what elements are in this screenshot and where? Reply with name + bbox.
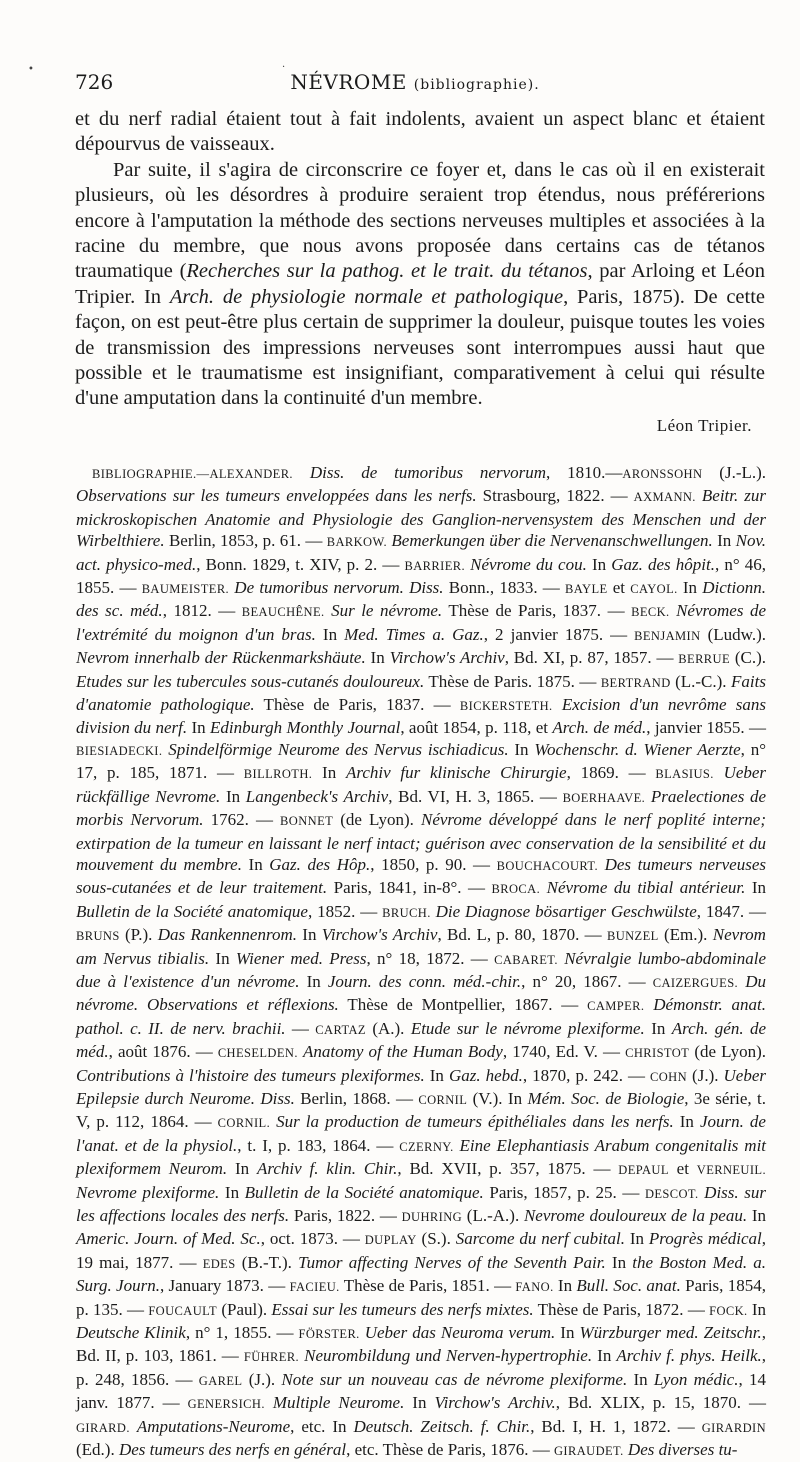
citation-title: Gaz. des hôpit. [611, 554, 715, 574]
citation-title: Archiv f. klin. Chir. [256, 1159, 398, 1179]
citation-title: Sur la production de tumeurs épithéliales dans les nerfs. [276, 1112, 674, 1132]
citation-text: 1762. — [203, 810, 281, 830]
citation-text: , 1852. — [307, 901, 383, 921]
citation-text [644, 995, 653, 1014]
author-name: FÖRSTER. [298, 1327, 360, 1342]
citation-title: Ueber das Neuroma verum. [364, 1323, 556, 1343]
bibliography-section [76, 462, 766, 1462]
citation-title: Nov. act. physico-med. [76, 531, 766, 574]
citation-title: Nevrom innerhalb der Rückenmarkshäute. [76, 648, 366, 668]
citation-text: (P.). [119, 925, 158, 945]
citation-text: (V.). In [467, 1088, 528, 1108]
citation-text: , p. 248, 1856. — [76, 1346, 766, 1389]
citation-text [130, 1417, 137, 1436]
citation-title: Edinburgh Monthly Journal [210, 718, 401, 738]
citation-title: Progrès médical [648, 1229, 762, 1249]
author-name: DESCOT. [644, 1186, 699, 1201]
citation-title: Bull. Soc. anat. [576, 1276, 681, 1296]
citation-text: , etc. Thèse de Paris, 1876. — [346, 1440, 554, 1460]
citation-text: In [592, 1346, 617, 1366]
author-name: BLASIUS. [655, 767, 714, 782]
citation-text [598, 855, 605, 874]
author-name: FACIEU. [289, 1280, 340, 1295]
citation-text: In [673, 1112, 700, 1132]
citation-text: et [668, 1159, 697, 1179]
citation-title: Névrome développé dans le nerf poplité interne; extirpation de la tumeur en laissant le nerf intact; guérison avec conservation de la sensibilité et du mouvement du membre. [76, 810, 766, 874]
citation-text: , oct. 1873. — [260, 1229, 365, 1249]
citation-text: , etc. In [290, 1416, 354, 1436]
citation-text: Thèse de Paris, 1872. — [533, 1299, 710, 1319]
citation-text: , 2 janvier 1875. — [483, 624, 635, 644]
citation-text: , Bd. XVII, p. 357, 1875. — [397, 1159, 619, 1179]
citation-title: Beitr. zur mickroskopischen Anatomie and Physiologie des Ganglion-nervensystem des Menschen und der Wirbelthiere. [76, 486, 767, 551]
citation-title: Tumor affecting Nerves of the Seventh Pair. [298, 1252, 606, 1272]
citation-title: Essai sur les tumeurs des nerfs mixtes. [271, 1299, 534, 1319]
citation-text: In [747, 1299, 766, 1319]
author-name: BIESIADECKI. [76, 743, 163, 758]
citation-title: Bemerkungen über die Nervenanschwellungen. [391, 531, 713, 551]
citation-title: Diss. sur les affections locales des nerfs. [76, 1182, 766, 1225]
citation-text: Berlin, 1853, p. 61. — [164, 531, 327, 551]
citation-text: et [607, 578, 631, 598]
citation-text: (de Lyon). [689, 1042, 766, 1062]
citation-text: , n° 17, p. 185, 1871. — [76, 739, 766, 783]
running-header [75, 70, 755, 104]
citation-title: Lyon médic. [653, 1369, 739, 1389]
author-name: FÜHRER. [243, 1350, 300, 1365]
citation-text: (Em.). [658, 925, 713, 945]
citation-text: In [219, 1182, 245, 1202]
citation-text: , n° 46, 1855. — [76, 554, 766, 598]
citation-text: Paris, 1822. — [289, 1206, 402, 1225]
citation-title: Faits d'anatomie pathologique. [76, 671, 766, 715]
author-name: BROCA. [491, 882, 541, 897]
citation-title: Note sur un nouveau cas de névrome plexiforme. [281, 1369, 628, 1389]
citation-text: In [677, 578, 703, 598]
citation-title: Journ. des conn. méd.-chir. [327, 971, 522, 991]
author-name: CORNIL. [217, 1116, 271, 1131]
citation-text: Thèse de Montpellier, 1867. — [338, 995, 588, 1015]
author-name: GIRARDIN [701, 1420, 767, 1435]
citation-text: , n° 1, 1855. — [185, 1323, 299, 1343]
citation-text: (Ludw.). [700, 624, 766, 644]
author-name: BILLROTH. [243, 767, 313, 782]
citation-text: In [627, 1369, 654, 1389]
author-signature: Léon Tripier. [656, 416, 752, 435]
citation-title: Névromes de l'extrémité du moignon d'un bras. [76, 601, 766, 644]
author-name: BUNZEL [606, 929, 659, 944]
running-title [75, 70, 755, 94]
citation-text: Thèse de Paris, 1851. — [339, 1276, 516, 1296]
citation-text: In [365, 648, 390, 668]
citation-text: , 1870, p. 242. — [522, 1065, 650, 1085]
citation-text: In [299, 971, 328, 991]
print-speck: • [28, 64, 34, 75]
citation-title: Du névrome. Observations et réflexions. [76, 971, 766, 1015]
author-name: EDES [202, 1256, 236, 1271]
citation-text: , 1850, p. 90. — [370, 854, 497, 874]
citation-text: Strasbourg, 1822. — [476, 486, 634, 506]
citation-text: , Bd. VI, H. 3, 1865. — [388, 786, 563, 806]
citation-text: , 1740, Ed. V. — [502, 1042, 626, 1062]
citation-title: Virchow's Archiv. [434, 1393, 556, 1413]
citation-text: In [553, 1276, 577, 1296]
author-name: DEPAUL [618, 1163, 669, 1178]
citation-title: Ueber Epilepsie durch Neurome. Diss. [76, 1065, 766, 1108]
citation-text: , août 1876. — [108, 1042, 218, 1062]
author-name: COHN [650, 1069, 688, 1084]
citation-text: (L.-C.). [670, 671, 732, 691]
citation-title: Sarcome du nerf cubital. [455, 1229, 625, 1249]
citation-text: , n° 20, 1867. — [521, 971, 653, 991]
citation-text: , 19 mai, 1877. — [76, 1229, 766, 1272]
citation-text [553, 695, 562, 714]
citation-text: , Bonn. 1829, t. XIV, p. 2. — [196, 554, 405, 574]
citation-title: Anatomy of the Human Body [302, 1042, 503, 1062]
citation-text: In [187, 718, 211, 738]
citation-text: In [747, 1206, 766, 1225]
citation-text [293, 463, 310, 482]
citation-text: In [404, 1393, 435, 1413]
citation-text: , January 1873. — [159, 1276, 290, 1296]
citation-text: In [644, 1018, 672, 1038]
author-name: BIBLIOGRAPHIE.—ALEXANDER. [92, 467, 293, 481]
citation-title: Würzburger med. Zeitschr. [579, 1323, 762, 1343]
citation-text: — [285, 1018, 316, 1038]
citation-text: (Paul). [217, 1299, 272, 1319]
paragraph-conclusion [75, 158, 765, 412]
citation-text: (Ed.). [76, 1440, 119, 1460]
author-name: CHRISTOT [625, 1046, 690, 1061]
citation-text [714, 763, 724, 782]
citation-title: Americ. Journ. of Med. Sc. [76, 1229, 261, 1249]
citation-text: Paris, 1854, p. 135. — [76, 1276, 766, 1319]
author-name: CZERNY. [399, 1139, 454, 1154]
running-title-main: NÉVROME [290, 70, 407, 94]
citation-title: Névrome du cou. [470, 554, 587, 574]
citation-text: , Bd. XI, p. 87, 1857. — [504, 648, 679, 668]
author-name: FOCK. [709, 1303, 748, 1318]
author-name: CAMPER. [587, 999, 645, 1014]
citation-title: Praelectiones de morbis Nervorum. [76, 786, 767, 830]
citation-title: Spindelförmige Neurome des Nervus ischiadicus. [168, 739, 509, 759]
citation-text: , 3e série, t. V, p. 112, 1864. — [76, 1088, 766, 1132]
citation-text: , 1812. — [162, 601, 242, 621]
citation-title: Des tumeurs des nerfs en général [118, 1440, 347, 1460]
author-name: CORNIL [418, 1092, 468, 1107]
citation-text: (A.). [365, 1018, 411, 1038]
citation-title: Bulletin de la Société anatomique [76, 901, 308, 921]
author-name: BERRUE [678, 652, 731, 667]
citation-title: Bulletin de la Société anatomique. [244, 1182, 484, 1202]
citation-text: In [209, 948, 236, 968]
citation-title: Excision d'un nevrôme sans division du nerf. [76, 695, 766, 738]
page-number: 726 [75, 70, 114, 94]
citation-title: Etudes sur les tubercules sous-cutanés douloureux. [76, 671, 425, 691]
author-name: BICKERSTETH. [459, 699, 553, 714]
citation-text: , t. I, p. 183, 1864. — [237, 1135, 400, 1155]
citation-text: , par Arloing et Léon Tripier. In [75, 260, 765, 308]
author-name: GENERSICH. [187, 1397, 265, 1412]
citation-title: Névralgie lumbo-abdominale due à l'existence d'un névrome. [76, 948, 766, 991]
citation-title: Neurombildung und Nerven-hypertrophie. [304, 1346, 593, 1366]
citation-title: Amputations-Neurome [136, 1416, 291, 1436]
citation-text: Paris, 1857, p. 25. — [483, 1182, 645, 1202]
author-name: BARRIER. [404, 558, 465, 573]
author-name: CHESELDEN. [217, 1046, 298, 1061]
citation-text: (S.). [416, 1229, 456, 1249]
citation-title: Virchow's Archiv [389, 648, 505, 668]
citation-title: Journ. de l'anat. et de la physiol. [76, 1112, 766, 1155]
article-body [75, 107, 765, 412]
citation-text: (L.-A.). [462, 1206, 524, 1225]
citation-text: , Bd. L, p. 80, 1870. — [437, 925, 607, 945]
citation-title: Nevrom am Nervus tibialis. [76, 925, 766, 968]
citation-text: , Bd. XLIX, p. 15, 1870. — [555, 1393, 767, 1413]
citation-text: (J.). [687, 1065, 724, 1085]
citation-title: Arch. de physiologie normale et pathologique [169, 285, 564, 308]
author-name: GIRARD. [76, 1420, 130, 1435]
citation-text: In [555, 1323, 580, 1343]
author-name: BOERHAAVE. [562, 790, 646, 805]
citation-title: Deutsch. Zeitsch. f. Chir. [353, 1416, 531, 1436]
author-name: CAYOL. [630, 582, 678, 597]
citation-text: In [424, 1065, 449, 1085]
citation-text: In [605, 1252, 633, 1272]
author-name: FANO. [515, 1280, 554, 1295]
citation-text: In [712, 531, 736, 551]
citation-title: Die Diagnose bösartiger Geschwülste [435, 901, 697, 921]
citation-text: Bonn., 1833. — [443, 578, 566, 598]
citation-title: De tumoribus nervorum. Diss. [234, 578, 444, 598]
citation-title: Med. Times a. Gaz. [344, 624, 484, 644]
citation-title: Virchow's Archiv [321, 925, 438, 945]
citation-title: Etude sur le névrome plexiforme. [410, 1018, 645, 1038]
citation-title: Observations sur les tumeurs enveloppées dans les nerfs. [76, 486, 477, 506]
citation-text: , 14 janv. 1877. — [76, 1369, 766, 1413]
author-name: CABARET. [494, 952, 558, 967]
citation-text: , 1847. — [696, 901, 767, 921]
citation-text: , 1869. — [566, 763, 656, 783]
citation-text: In [625, 1229, 649, 1249]
citation-text: In [227, 1159, 257, 1179]
author-name: BERTRAND [600, 675, 671, 690]
author-name: BAYLE [565, 582, 608, 597]
citation-text: , janvier 1855. — [646, 718, 767, 738]
citation-title: Recherches sur la pathog. et le trait. du tétanos [186, 260, 588, 283]
citation-text: , Bd. I, H. 1, 1872. — [530, 1416, 702, 1436]
citation-text: Thèse de Paris, 1837. — [254, 695, 460, 715]
citation-text: , 1810.— [546, 463, 623, 482]
citation-text: In [315, 624, 345, 644]
author-name: ARONSSOHN [622, 467, 703, 481]
citation-text: Par suite, il s'agira de circonscrire ce foyer et, dans le cas où il en existerait plusieurs, où les désordres à produire seraient trop étendus, nous préférerions encore à l'amputation la méthode des sections nerveuses multiples et associées à la racine du membre, que nous avons proposée dans certains cas de tétanos traumatique ( [75, 158, 765, 283]
author-name: CARTAZ [315, 1022, 366, 1037]
citation-title: Wiener med. Press [235, 948, 367, 968]
author-name: GAREL [198, 1373, 243, 1388]
author-name: DUPLAY [364, 1233, 417, 1248]
citation-title: Eine Elephantiasis Arabum congenitalis mit plexiformem Neurom. [76, 1135, 767, 1179]
citation-title: Mém. Soc. de Biologie [527, 1088, 685, 1108]
citation-text: In [296, 925, 322, 945]
author-name: FOUCAULT [148, 1303, 218, 1318]
citation-text: (J.-L.). [702, 463, 767, 482]
citation-text: In [745, 878, 767, 898]
citation-title: Nevrome douloureux de la peau. [523, 1206, 748, 1225]
citation-text: Thèse de Paris, 1837. — [442, 601, 632, 621]
citation-title: Archiv fur klinische Chirurgie [345, 763, 567, 783]
citation-text [265, 1393, 273, 1412]
citation-title: Wochenschr. d. Wiener Aerzte [534, 739, 741, 759]
author-name: BONNET [280, 814, 334, 829]
citation-title: Des diverses tu- [627, 1440, 738, 1460]
citation-text: In [508, 739, 535, 759]
citation-text: , Paris, 1875). De cette façon, on est peut-être plus certain de supprimer la douleur, puisque toutes les voies de transmission des impressions nerveuses sont interrompues aussi haut que possible et le traumatisme est insignifiant, comparativement à celui qui résulte d'une amputation dans la continuité d'un membre. [75, 285, 766, 410]
citation-title: Multiple Neurome. [272, 1393, 405, 1413]
author-name: AXMANN. [633, 490, 696, 505]
citation-title: Contributions à l'histoire des tumeurs plexiformes. [76, 1065, 425, 1085]
citation-title: Sur le névrome. [331, 601, 443, 621]
author-name: BRUNS [76, 929, 120, 944]
author-name: BOUCHACOURT. [496, 858, 599, 873]
citation-title: Démonstr. anat. pathol. c. II. de nerv. brachii. [76, 995, 766, 1038]
citation-text: (J.). [242, 1369, 282, 1389]
citation-title: Ueber rückfällige Nevrome. [76, 763, 767, 806]
citation-title: the Boston Med. a. Surg. Journ. [76, 1252, 766, 1296]
citation-title: Das Rankennenrom. [157, 925, 297, 945]
author-name: BRUCH. [382, 905, 431, 920]
citation-text: In [241, 854, 270, 874]
author-name: VERNEUIL. [696, 1163, 766, 1178]
citation-text: (B.-T.). [235, 1252, 299, 1272]
author-name: CAIZERGUES. [652, 975, 739, 990]
citation-title: Diss. de tumoribus nervorum [309, 463, 547, 482]
citation-title: Arch. de méd. [552, 718, 647, 738]
citation-text: Thèse de Paris. 1875. — [424, 671, 601, 691]
author-name: BAUMEISTER. [141, 582, 230, 597]
citation-text: In [586, 554, 612, 574]
citation-title: Nevrome plexiforme. [76, 1182, 220, 1202]
citation-title: Dictionn. des sc. méd. [76, 578, 767, 621]
citation-title: Langenbeck's Archiv [245, 786, 389, 806]
author-name: BECK. [631, 605, 670, 620]
author-name: GIRAUDET. [553, 1444, 624, 1459]
citation-text: , Bd. II, p. 103, 1861. — [76, 1323, 766, 1366]
citation-title: Gaz. des Hôp. [269, 854, 371, 874]
citation-title: Gaz. hebd. [448, 1065, 523, 1085]
author-name: BENJAMIN [634, 628, 701, 643]
citation-text: In [220, 786, 246, 806]
citation-title: Deutsche Klinik [76, 1323, 186, 1343]
print-speck: · [282, 62, 286, 73]
author-name: BARKOW. [326, 535, 388, 550]
paragraph-continued: et du nerf radial étaient tout à fait indolents, avaient un aspect blanc et étaient dépourvus de vaisseaux. [75, 108, 765, 156]
citation-text: In [312, 763, 346, 783]
citation-text: (C.). [730, 648, 767, 668]
citation-text: Berlin, 1868. — [294, 1088, 419, 1108]
citation-text: (de Lyon). [333, 810, 421, 830]
author-name: DUHRING [401, 1210, 463, 1224]
citation-text: Paris, 1841, in-8°. — [327, 878, 492, 898]
citation-title: Arch. gén. de méd. [76, 1018, 766, 1062]
citation-text: , n° 18, 1872. — [366, 948, 495, 968]
citation-title: Névrome du tibial antérieur. [546, 878, 746, 898]
citation-title: Des tumeurs nerveuses sous-cutanées et de leur traitement. [76, 854, 767, 898]
citation-title: Archiv f. phys. Heilk. [616, 1346, 762, 1366]
running-title-subtitle: (bibliographie). [413, 77, 540, 93]
citation-text: , août 1854, p. 118, et [400, 718, 553, 738]
author-name: BEAUCHÊNE. [241, 605, 325, 620]
